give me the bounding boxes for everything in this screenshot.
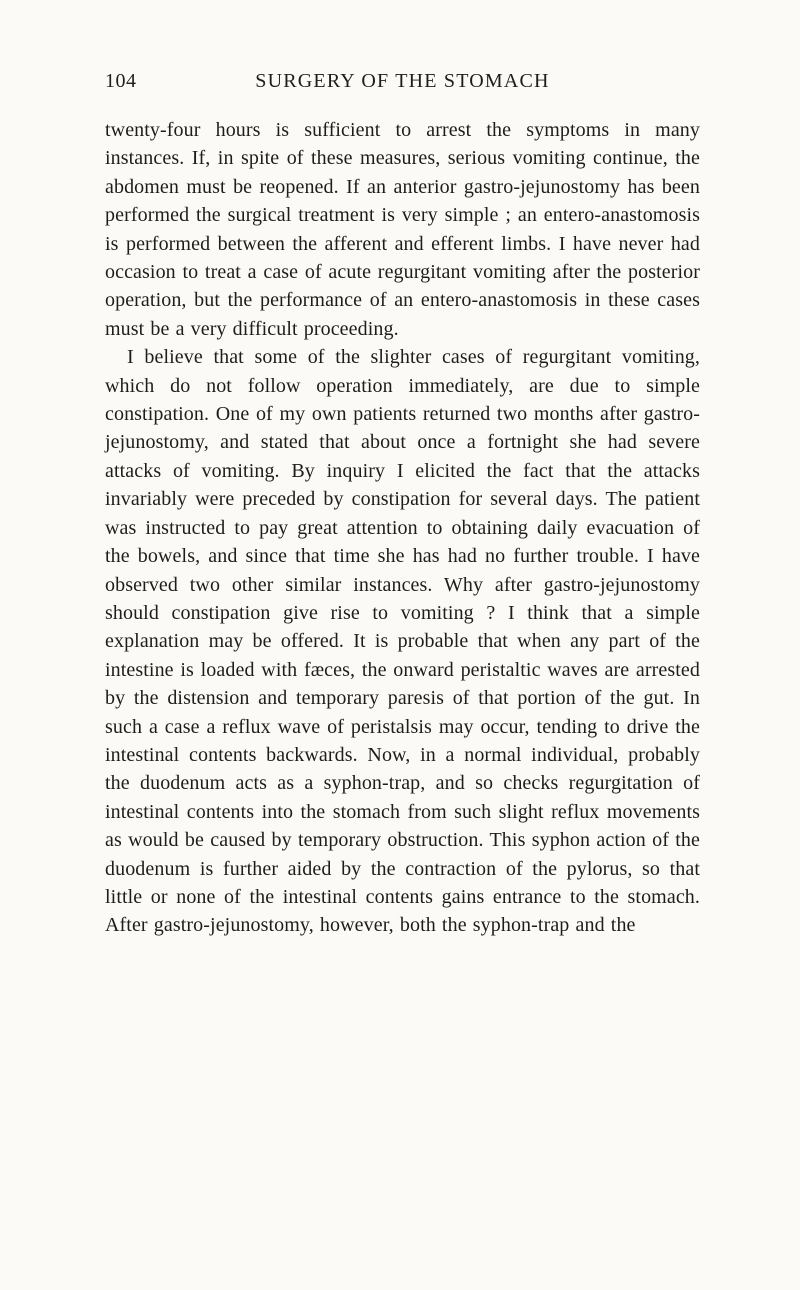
page-header [105,70,700,100]
page-number: 104 [105,70,137,92]
paragraph: I believe that some of the slighter cases of regurgitant vomiting, which do not follow operation immediately, are due to simple constipation. One of my own patients returned two months after gastro-jejunostomy, and stated that about once a fortnight she had severe attacks of vomiting. By inquiry I elicited the fact that the attacks invariably were preceded by constipation for several days. The patient was instructed to pay great attention to obtaining daily evacuation of the bowels, and since that time she has had no further trouble. I have observed two other similar instances. Why after gastro-jejunostomy should constipation give rise to vomiting ? I think that a simple explanation may be offered. It is probable that when any part of the intestine is loaded with fæces, the onward peristaltic waves are arrested by the distension and temporary paresis of that portion of the gut. In such a case a reflux wave of peristalsis may occur, tending to drive the intestinal contents backwards. Now, in a normal individual, probably the duodenum acts as a syphon-trap, and so checks regurgitation of intestinal contents into the stomach from such slight reflux movements as would be caused by temporary obstruction. This syphon action of the duodenum is further aided by the contraction of the pylorus, so that little or none of the intestinal contents gains entrance to the stomach. After gastro-jejunostomy, however, both the syphon-trap and the [105,346,700,937]
paragraph-continuation: twenty-four hours is sufficient to arrest the symptoms in many instances. If, in spite of these measures, serious vomiting continue, the abdomen must be reopened. If an anterior gastro-jejunostomy has been performed the surgical treatment is very simple ; an entero-anastomosis is performed between the afferent and efferent limbs. I have never had occasion to treat a case of acute regurgitant vomiting after the posterior operation, but the performance of an entero-anastomosis in these cases must be a very difficult proceeding. [105,119,700,340]
body-text [105,116,700,940]
running-title: SURGERY OF THE STOMACH [255,70,550,92]
